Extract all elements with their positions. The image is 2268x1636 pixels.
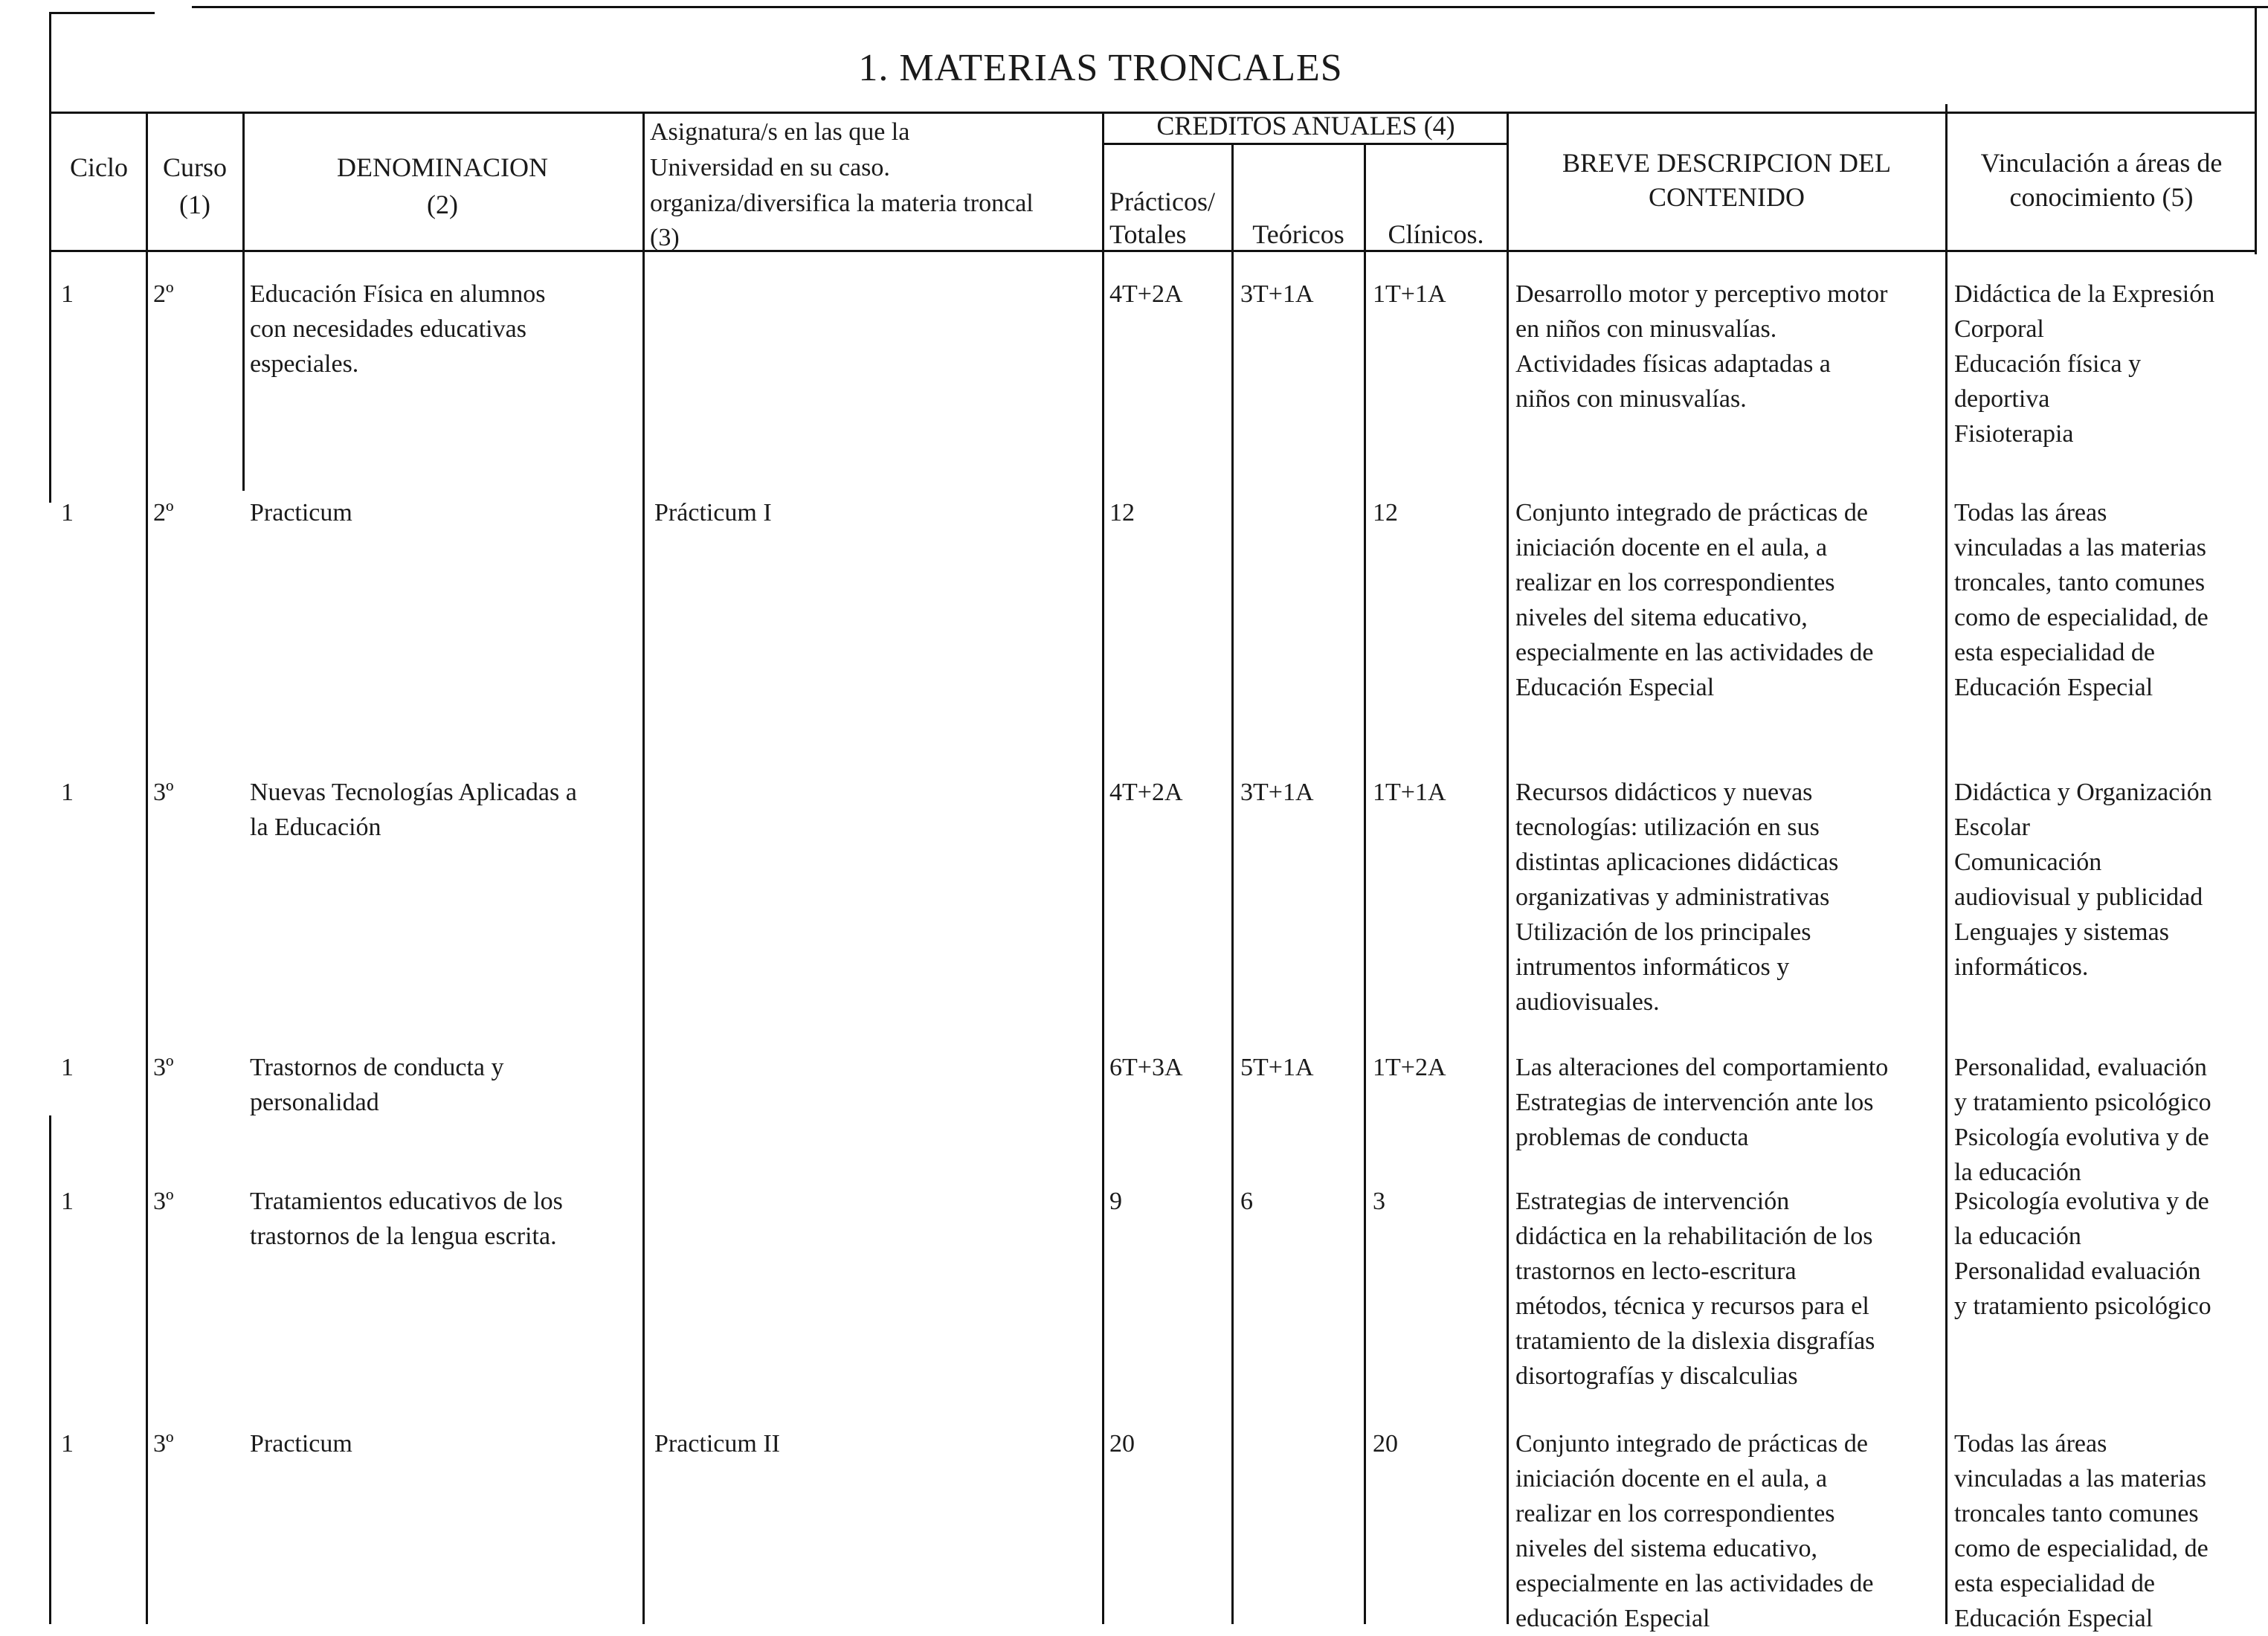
row-vinculacion-line: como de especialidad, de [1954,604,2209,631]
row-vinculacion-line: como de especialidad, de [1954,1535,2209,1562]
row-curso: 2º [153,280,174,308]
row-clinicos: 1T+1A [1373,779,1446,806]
row-descripcion-line: problemas de conducta [1515,1124,1749,1151]
header-asignatura-line2: Universidad en su caso. [650,154,890,181]
row-teoricos: 3T+1A [1240,779,1314,806]
row-descripcion-line: Actividades físicas adaptadas a [1515,350,1831,378]
col-line-clinicos [1364,143,1366,1624]
row-descripcion-line: intrumentos informáticos y [1515,953,1790,981]
header-ciclo: Ciclo [70,152,128,182]
col-line-curso [146,112,148,1624]
row-clinicos: 3 [1373,1188,1385,1215]
row-vinculacion-line: Educación Especial [1954,1605,2153,1632]
row-totales: 20 [1109,1430,1135,1458]
row-descripcion-line: especialmente en las actividades de [1515,639,1874,666]
row-vinculacion-line: la educación [1954,1159,2081,1186]
row-denominacion-line: Practicum [250,499,352,526]
header-asignatura-line1: Asignatura/s en las que la [650,118,910,146]
header-clinicos: Clínicos. [1388,219,1484,249]
row-vinculacion-line: esta especialidad de [1954,1570,2155,1597]
row-ciclo: 1 [61,1054,74,1081]
row-descripcion-line: niveles del sistema educativo, [1515,1535,1817,1562]
row-descripcion-line: didáctica en la rehabilitación de los [1515,1223,1873,1250]
row-vinculacion-line: informáticos. [1954,953,2089,981]
col-line-totales [1102,112,1104,1624]
row-descripcion-line: Educación Especial [1515,674,1715,701]
row-vinculacion-line: Personalidad, evaluación [1954,1054,2207,1081]
header-totales-line1: Prácticos/ [1109,187,1215,216]
row-vinculacion-line: Lenguajes y sistemas [1954,918,2169,946]
header-asignatura-line3: organiza/diversifica la materia troncal [650,190,1034,217]
row-denominacion-line: Practicum [250,1430,352,1458]
row-descripcion-line: Estrategias de intervención ante los [1515,1089,1874,1116]
row-descripcion-line: iniciación docente en el aula, a [1515,1465,1828,1492]
row-descripcion-line: Las alteraciones del comportamiento [1515,1054,1889,1081]
header-denominacion-note: (2) [427,190,458,219]
row-vinculacion-line: la educación [1954,1223,2081,1250]
row-denominacion-line: trastornos de la lengua escrita. [250,1223,557,1250]
row-ciclo: 1 [61,499,74,526]
row-totales: 4T+2A [1109,280,1183,308]
header-curso: Curso [162,152,227,182]
row-vinculacion-line: Didáctica de la Expresión [1954,280,2215,308]
row-teoricos: 5T+1A [1240,1054,1314,1081]
row-totales: 9 [1109,1188,1122,1215]
left-border-lower [49,1115,51,1624]
row-vinculacion-line: Escolar [1954,814,2030,841]
col-line-denom [242,112,245,491]
row-descripcion-line: audiovisuales. [1515,988,1660,1016]
row-descripcion-line: distintas aplicaciones didácticas [1515,848,1839,876]
row-vinculacion-line: Todas las áreas [1954,1430,2107,1458]
row-descripcion-line: trastornos en lecto-escritura [1515,1257,1797,1285]
row-denominacion-line: Educación Física en alumnos [250,280,546,308]
row-asignatura-line: Prácticum I [654,499,772,526]
row-descripcion-line: organizativas y administrativas [1515,883,1830,911]
col-line-desc [1507,112,1509,1624]
row-vinculacion-line: troncales tanto comunes [1954,1500,2199,1527]
row-clinicos: 20 [1373,1430,1398,1458]
row-denominacion-line: Tratamientos educativos de los [250,1188,563,1215]
header-descripcion-line1: BREVE DESCRIPCION DEL [1562,148,1892,178]
row-vinculacion-line: Corporal [1954,315,2044,343]
row-vinculacion-line: Educación física y [1954,350,2142,378]
row-curso: 3º [153,779,174,806]
row-denominacion-line: personalidad [250,1089,379,1116]
row-vinculacion-line: deportiva [1954,385,2050,413]
header-curso-note: (1) [179,190,210,219]
row-descripcion-line: especialmente en las actividades de [1515,1570,1874,1597]
row-curso: 3º [153,1430,174,1458]
row-vinculacion-line: vinculadas a las materias [1954,534,2206,561]
row-vinculacion-line: Comunicación [1954,848,2102,876]
row-denominacion-line: Nuevas Tecnologías Aplicadas a [250,779,577,806]
row-vinculacion-line: vinculadas a las materias [1954,1465,2206,1492]
col-line-asig [642,112,645,1624]
row-descripcion-line: disortografías y discalculias [1515,1362,1798,1390]
row-clinicos: 1T+2A [1373,1054,1446,1081]
header-teoricos: Teóricos [1252,219,1344,249]
left-border [49,12,51,503]
row-descripcion-line: Utilización de los principales [1515,918,1811,946]
right-border [2255,6,2257,254]
row-descripcion-line: niños con minusvalías. [1515,385,1747,413]
col-line-teoricos [1231,143,1234,1624]
row-vinculacion-line: Todas las áreas [1954,499,2107,526]
row-vinculacion-line: Educación Especial [1954,674,2153,701]
row-descripcion-line: niveles del sitema educativo, [1515,604,1808,631]
row-vinculacion-line: Personalidad evaluación [1954,1257,2201,1285]
row-clinicos: 12 [1373,499,1398,526]
row-curso: 3º [153,1054,174,1081]
row-curso: 2º [153,499,174,526]
header-creditos: CREDITOS ANUALES (4) [1156,111,1455,141]
row-vinculacion-line: Psicología evolutiva y de [1954,1124,2209,1151]
top-rule [192,6,2268,8]
row-vinculacion-line: troncales, tanto comunes [1954,569,2206,596]
row-denominacion-line: especiales. [250,350,359,378]
row-totales: 12 [1109,499,1135,526]
header-asignatura-line4: (3) [650,224,680,251]
row-curso: 3º [153,1188,174,1215]
row-descripcion-line: Conjunto integrado de prácticas de [1515,1430,1868,1458]
row-denominacion-line: la Educación [250,814,381,841]
header-vinculacion-line1: Vinculación a áreas de [1980,148,2223,178]
row-ciclo: 1 [61,280,74,308]
row-vinculacion-line: y tratamiento psicológico [1954,1089,2211,1116]
header-totales-line2: Totales [1109,219,1187,249]
row-ciclo: 1 [61,1188,74,1215]
row-clinicos: 1T+1A [1373,280,1446,308]
row-vinculacion-line: y tratamiento psicológico [1954,1292,2211,1320]
row-totales: 4T+2A [1109,779,1183,806]
col-line-vinc [1945,104,1948,1624]
row-vinculacion-line: audiovisual y publicidad [1954,883,2203,911]
row-descripcion-line: tecnologías: utilización en sus [1515,814,1820,841]
page-title: 1. MATERIAS TRONCALES [858,47,1343,89]
row-teoricos: 6 [1240,1188,1253,1215]
row-descripcion-line: en niños con minusvalías. [1515,315,1777,343]
row-ciclo: 1 [61,1430,74,1458]
header-denominacion: DENOMINACION [337,152,548,182]
header-vinculacion-line2: conocimiento (5) [2009,182,2194,212]
row-asignatura-line: Practicum II [654,1430,780,1458]
row-descripcion-line: Estrategias de intervención [1515,1188,1790,1215]
row-descripcion-line: Desarrollo motor y perceptivo motor [1515,280,1888,308]
row-vinculacion-line: Fisioterapia [1954,420,2074,448]
row-descripcion-line: educación Especial [1515,1605,1710,1632]
row-descripcion-line: realizar en los correspondientes [1515,1500,1835,1527]
row-descripcion-line: métodos, técnica y recursos para el [1515,1292,1869,1320]
row-denominacion-line: Trastornos de conducta y [250,1054,504,1081]
row-vinculacion-line: Psicología evolutiva y de [1954,1188,2209,1215]
top-rule-left [51,12,155,14]
row-descripcion-line: realizar en los correspondientes [1515,569,1835,596]
row-descripcion-line: Conjunto integrado de prácticas de [1515,499,1868,526]
row-teoricos: 3T+1A [1240,280,1314,308]
row-vinculacion-line: esta especialidad de [1954,639,2155,666]
row-ciclo: 1 [61,779,74,806]
row-descripcion-line: iniciación docente en el aula, a [1515,534,1828,561]
header-descripcion-line2: CONTENIDO [1649,182,1805,212]
row-totales: 6T+3A [1109,1054,1183,1081]
row-vinculacion-line: Didáctica y Organización [1954,779,2212,806]
row-descripcion-line: Recursos didácticos y nuevas [1515,779,1813,806]
creditos-rule [1102,143,1508,145]
row-descripcion-line: tratamiento de la dislexia disgrafías [1515,1327,1875,1355]
row-denominacion-line: con necesidades educativas [250,315,526,343]
